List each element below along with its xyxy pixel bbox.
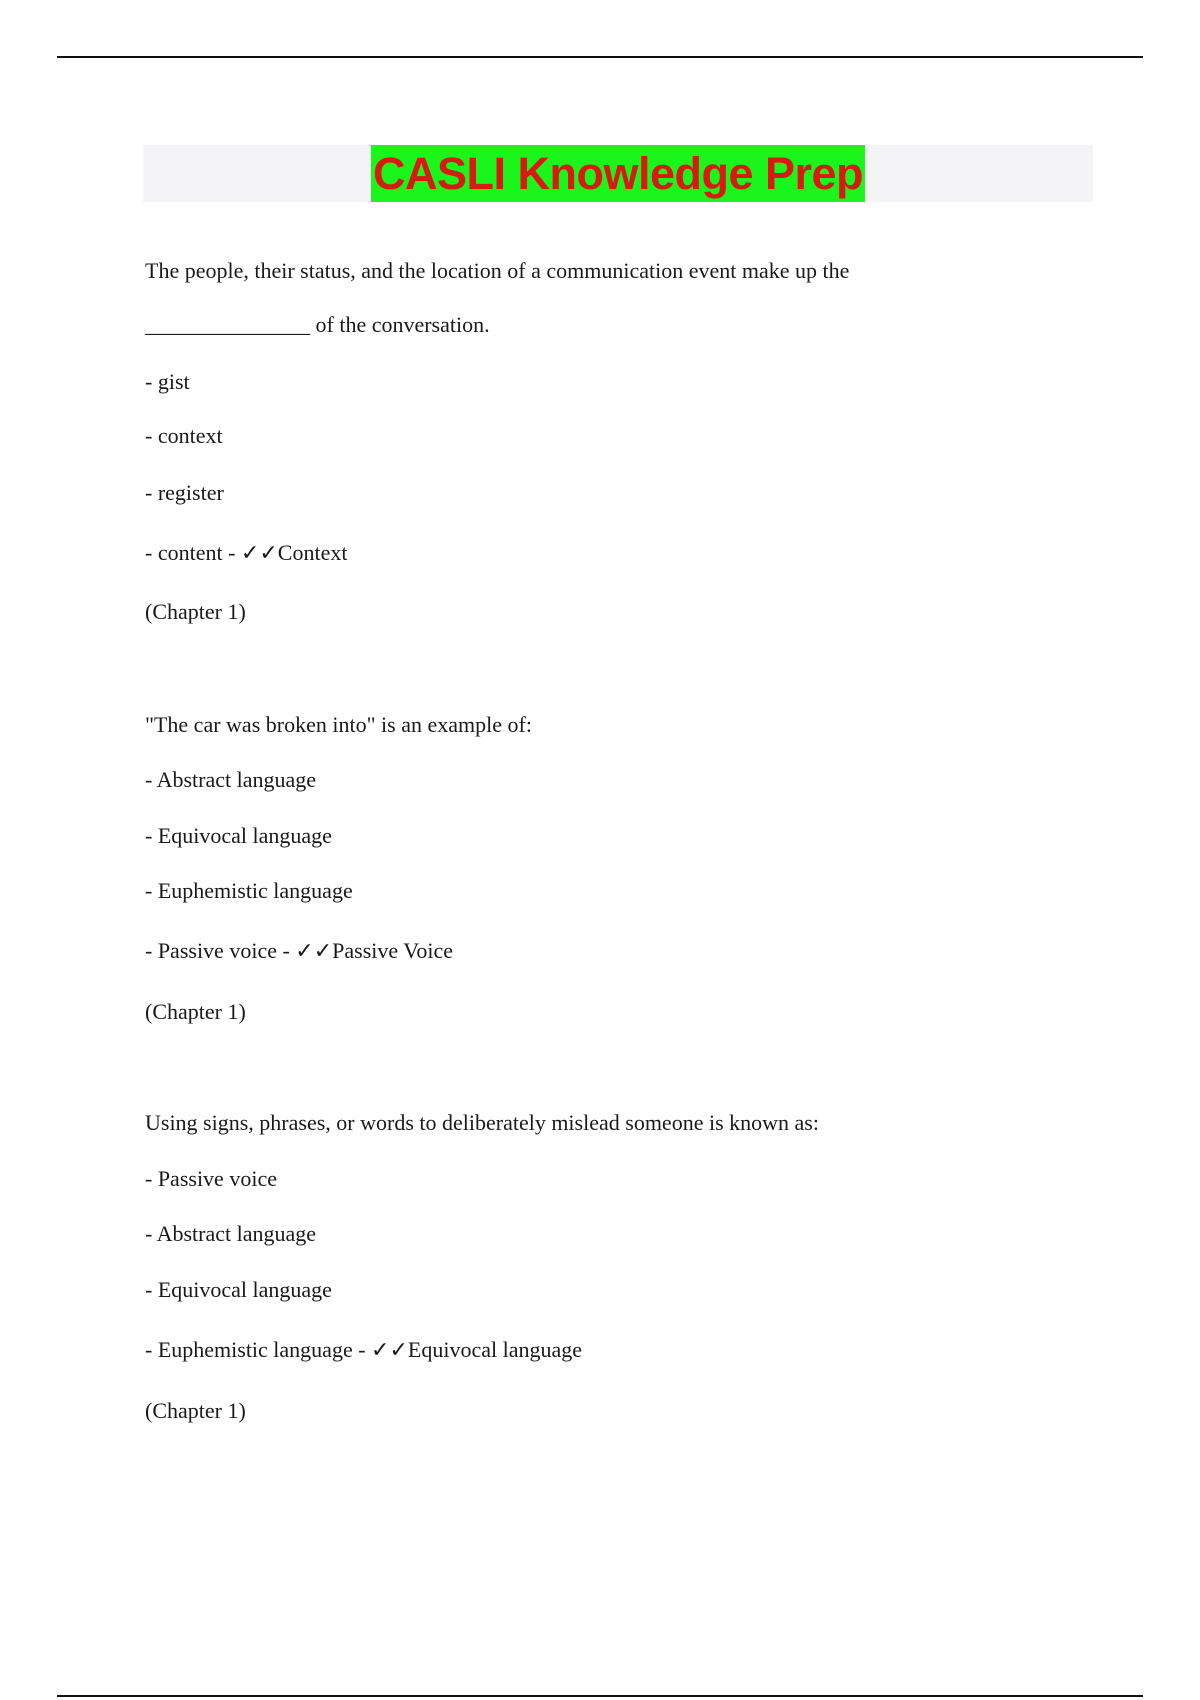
question-1-chapter: (Chapter 1) [145,599,246,624]
double-check-icon: ✓✓ [295,939,333,964]
question-3-chapter: (Chapter 1) [145,1398,246,1423]
question-3-option-2: - Abstract language [145,1221,317,1246]
question-1-option-1: - gist [145,369,190,394]
question-3-stem: Using signs, phrases, or words to deliberately mislead someone is known as: [145,1110,819,1135]
question-2-chapter: (Chapter 1) [145,999,246,1024]
question-2-answer: Passive Voice [332,938,453,963]
question-1-option-4-text: - content - [145,540,241,565]
top-rule [57,56,1143,58]
bottom-rule [57,1695,1143,1697]
question-3-option-3: - Equivocal language [145,1277,332,1302]
question-1-option-2: - context [145,423,223,448]
question-3-option-4 [145,1336,582,1365]
question-3-option-1: - Passive voice [145,1166,277,1191]
question-2-option-4 [145,937,453,966]
question-2-option-4-text: - Passive voice - [145,938,296,963]
question-1-stem-line-1: The people, their status, and the location of a communication event make up the [145,258,850,283]
question-2-option-2: - Equivocal language [145,823,332,848]
question-1-option-3: - register [145,480,224,505]
page-title: CASLI Knowledge Prep [371,145,865,202]
question-2-option-1: - Abstract language [145,767,317,792]
question-1-stem-line-2: _______________ of the conversation. [145,312,490,337]
double-check-icon: ✓✓ [371,1338,408,1363]
question-3-option-4-text: - Euphemistic language - [145,1337,372,1362]
title-bar [143,145,1093,202]
double-check-icon: ✓✓ [240,541,278,566]
question-3-answer: Equivocal language [407,1337,583,1362]
question-1-option-4 [145,539,347,568]
question-1-answer: Context [277,540,348,565]
question-2-option-3: - Euphemistic language [145,878,353,903]
question-2-stem: "The car was broken into" is an example of: [145,712,532,737]
